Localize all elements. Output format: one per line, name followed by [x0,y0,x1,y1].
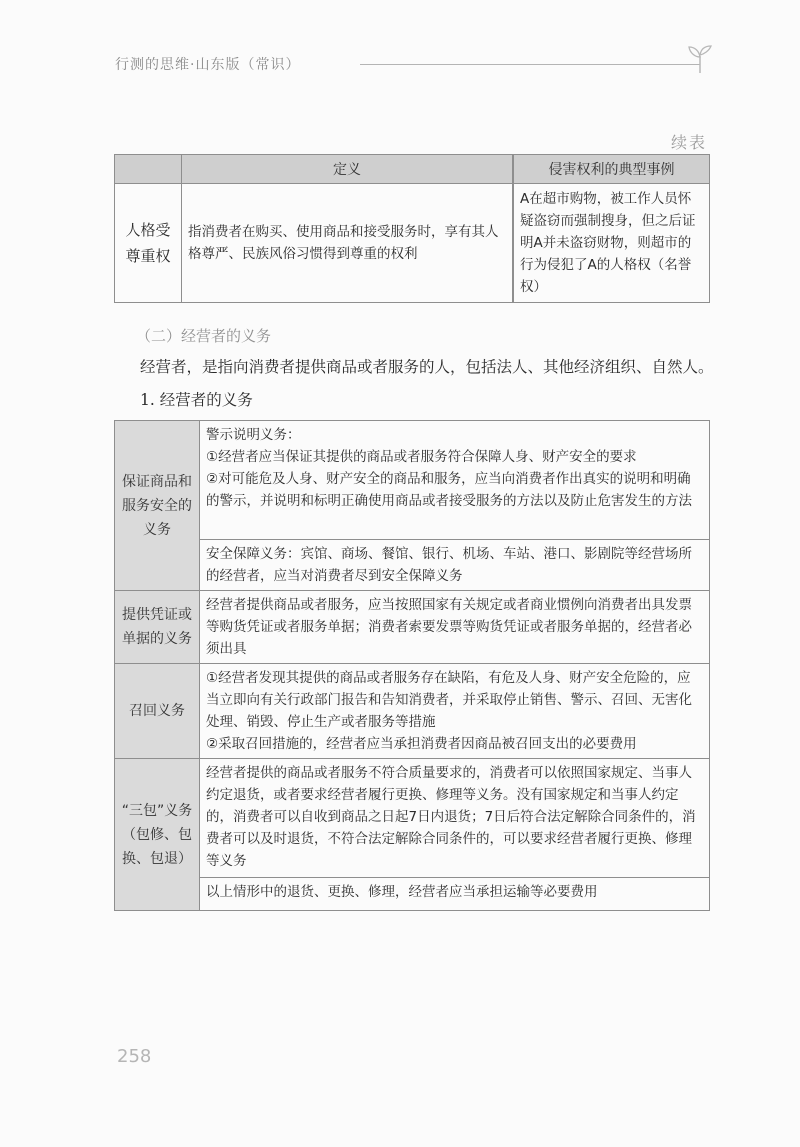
obligation-detail-text: ①经营者发现其提供的商品或者服务存在缺陷，有危及人身、财产安全危险的，应当立即向有关行政部门报告和告知消费者，并采取停止销售、警示、召回、无害化处理、销毁、停止生产或者服务等措施 ②采取召回措施的，经营者应当承担消费者因商品被召回支出的必要费用 [206,670,692,752]
obligation-category [115,664,200,759]
obligation-detail [200,540,710,591]
running-header [115,44,715,84]
table-row [115,664,710,759]
sub-heading: 1. 经营者的义务 [140,391,253,409]
table-row [115,759,710,878]
obligation-detail-text: 警示说明义务： ①经营者应当保证其提供的商品或者服务符合保障人身、财产安全的要求 ②对可能危及人身、财产安全的商品和服务，应当向消费者作出真实的说明和明确的警示，并说明和标明正确使用商品或者接受服务的方法以及防止危害发生的方法 [206,427,692,509]
right-definition: 指消费者在购买、使用商品和接受服务时，享有其人格尊严、民族风俗习惯得到尊重的权利 [182,184,514,303]
obligation-category-text: 召回义务 [129,703,185,719]
obligation-category-text: 保证商品和服务安全的义务 [122,473,192,538]
obligation-category [115,759,200,911]
section-heading: （二）经营者的义务 [136,327,272,345]
obligation-detail-text: 以上情形中的退货、更换、修理，经营者应当承担运输等必要费用 [206,884,598,900]
obligation-detail [200,878,710,911]
continued-label: 续表 [670,133,707,152]
obligation-detail [200,421,710,540]
obligation-category [115,421,200,591]
page-number: 258 [117,1046,152,1067]
table-row [115,421,710,540]
table-row [115,878,710,911]
intro-paragraph: 经营者，是指向消费者提供商品或者服务的人，包括法人、其他经济组织、自然人。 [140,358,714,376]
table-header-cell: 定义 [182,155,514,184]
table-header-cell [115,155,182,184]
obligation-detail [200,591,710,664]
obligation-detail-text: 经营者提供的商品或者服务不符合质量要求的，消费者可以依照国家规定、当事人约定退货，或者要求经营者履行更换、修理等义务。没有国家规定和当事人约定的，消费者可以自收到商品之日起7日内退货；7日后符合法定解除合同条件的，消费者可以及时退货，不符合法定解除合同条件的，可以要求经营者履行更换、修理等义务 [206,765,696,869]
right-name [115,184,182,303]
rights-table [114,154,710,303]
header-title: 行测的思维·山东版（常识） [115,57,301,73]
obligation-detail [200,759,710,878]
table-row [115,184,710,303]
obligations-table [114,420,710,911]
header-rule [360,64,700,65]
obligation-detail-text: 安全保障义务：宾馆、商场、餐馆、银行、机场、车站、港口、影剧院等经营场所的经营者，应当对消费者尽到安全保障义务 [206,546,692,584]
obligation-category-text: “三包”义务（包修、包换、包退） [121,802,193,867]
obligation-detail [200,664,710,759]
table-row [115,591,710,664]
right-example: A在超市购物，被工作人员怀疑盗窃而强制搜身，但之后证明A并未盗窃财物，则超市的行为侵犯了A的人格权（名誉权） [513,184,710,303]
obligation-category-text: 提供凭证或单据的义务 [122,607,192,647]
table-row [115,540,710,591]
obligation-category [115,591,200,664]
right-name-text: 人格受尊重权 [125,221,171,265]
obligation-detail-text: 经营者提供商品或者服务，应当按照国家有关规定或者商业惯例向消费者出具发票等购货凭证或者服务单据；消费者索要发票等购货凭证或者服务单据的，经营者必须出具 [206,597,692,657]
table-header-row [115,155,710,184]
table-header-cell: 侵害权利的典型事例 [513,155,710,184]
sprout-icon [687,44,713,74]
